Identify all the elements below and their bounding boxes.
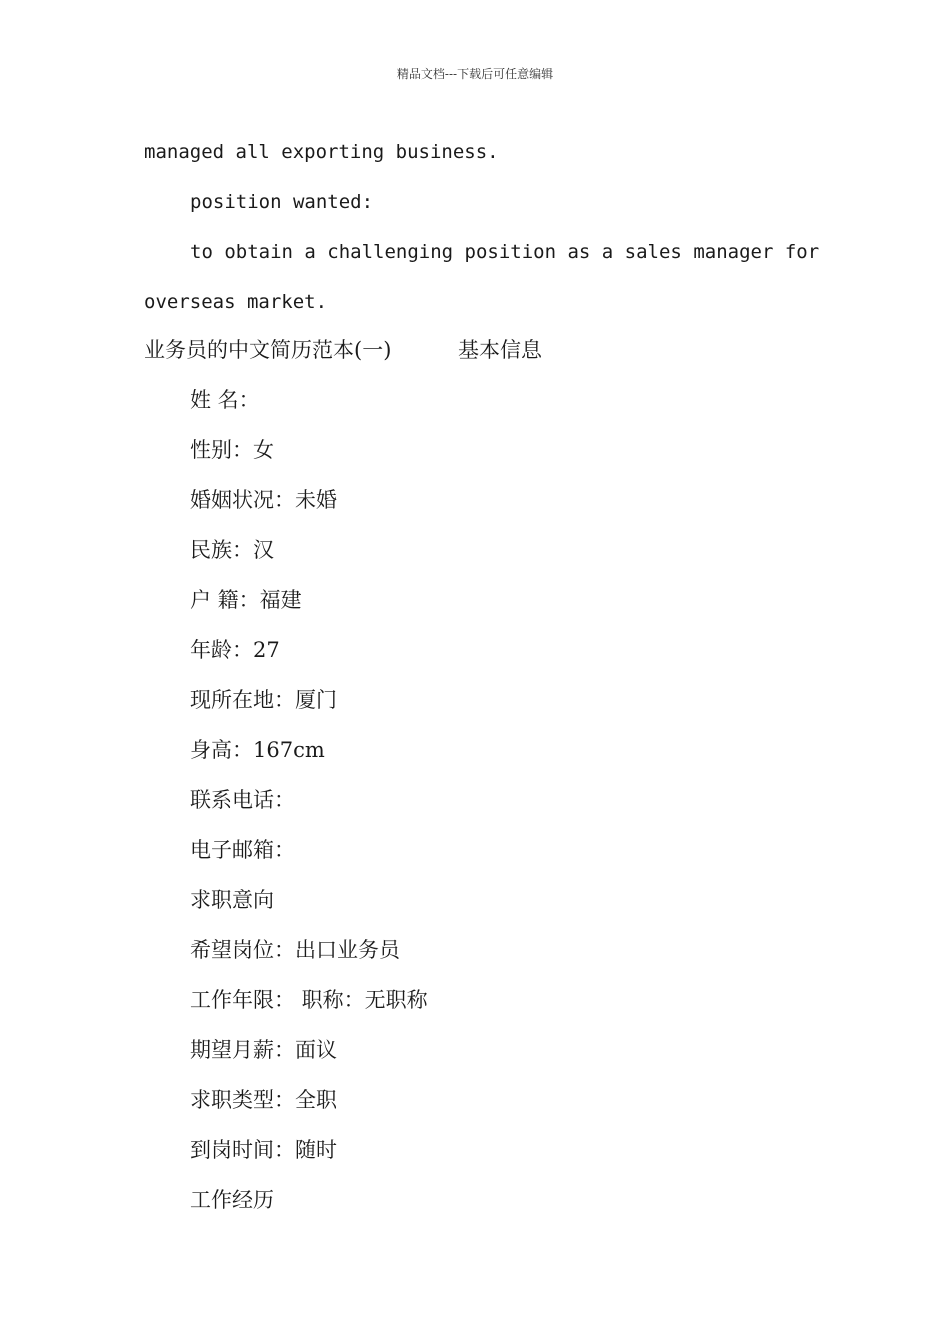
text-line-overseas: overseas market. — [144, 291, 328, 313]
resume-title: 业务员的中文简历范本(一) — [144, 338, 392, 362]
field-age: 年龄：27 — [190, 638, 280, 662]
text-line-exporting: managed all exporting business. — [144, 141, 499, 163]
field-hukou: 户 籍：福建 — [190, 588, 302, 612]
field-height: 身高：167cm — [190, 738, 325, 762]
page-header: 精品文档---下载后可任意编辑 — [396, 67, 554, 81]
field-location: 现所在地：厦门 — [190, 688, 337, 712]
field-marital-status: 婚姻状况：未婚 — [190, 488, 337, 512]
field-job-type: 求职类型：全职 — [190, 1088, 337, 1112]
text-line-objective: to obtain a challenging position as a sales manager for — [190, 241, 820, 263]
section-job-intention: 求职意向 — [190, 888, 274, 912]
field-start-time: 到岗时间：随时 — [190, 1138, 337, 1162]
field-phone: 联系电话： — [190, 788, 295, 812]
field-desired-position: 希望岗位：出口业务员 — [190, 938, 400, 962]
field-expected-salary: 期望月薪：面议 — [190, 1038, 337, 1062]
text-line-position-wanted: position wanted: — [190, 191, 374, 213]
field-ethnicity: 民族：汉 — [190, 538, 274, 562]
section-work-experience: 工作经历 — [190, 1188, 274, 1212]
field-years-title: 工作年限： 职称：无职称 — [190, 988, 428, 1012]
field-name: 姓 名： — [190, 388, 260, 412]
field-email: 电子邮箱： — [190, 838, 295, 862]
field-gender: 性别：女 — [190, 438, 274, 462]
section-basic-info: 基本信息 — [458, 338, 542, 362]
